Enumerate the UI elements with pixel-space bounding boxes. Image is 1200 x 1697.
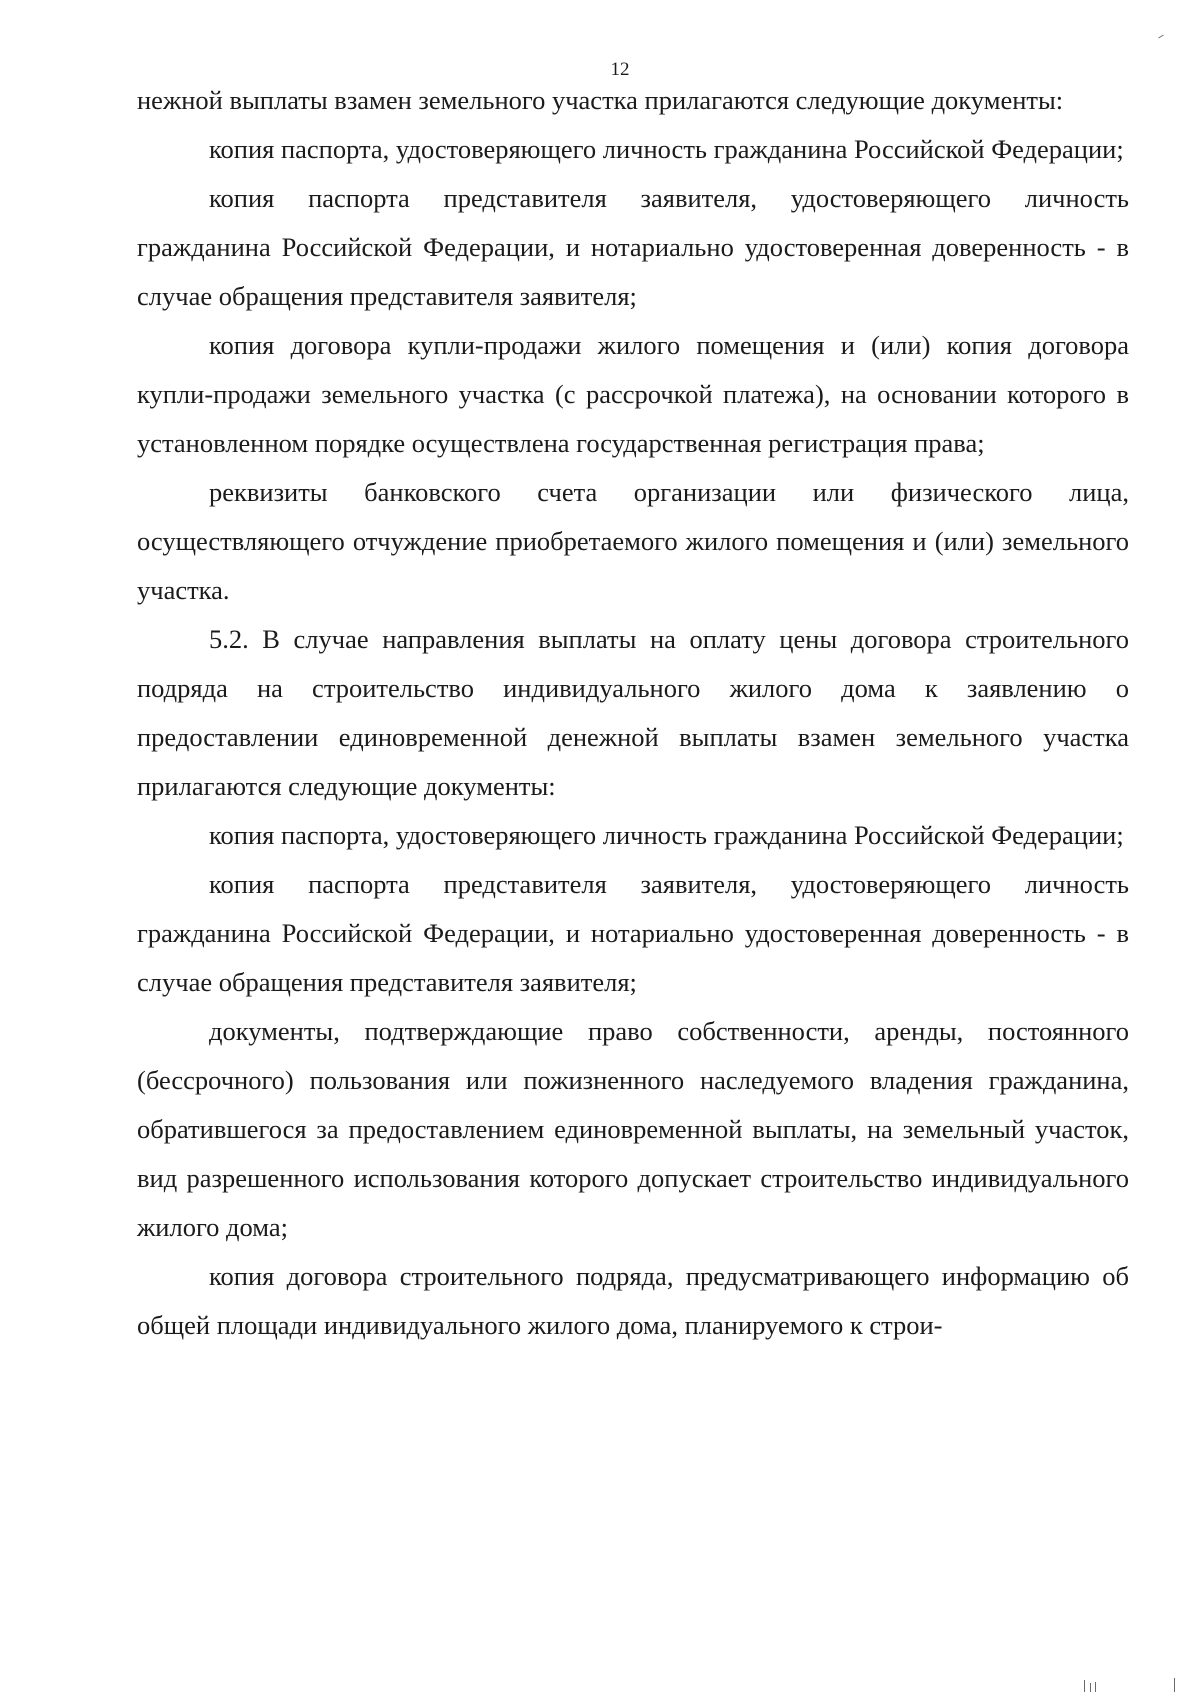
scan-artifact xyxy=(1174,1678,1175,1692)
paragraph-passport-copy: копия паспорта, удостоверяющего личность гражданина Российской Федерации; xyxy=(209,134,1124,164)
scan-artifact xyxy=(1158,35,1164,39)
paragraph-construction-contract: копия договора строительного подряда, предусматривающего информацию об общей площади индивидуального жилого дома, планируемого к строи- xyxy=(137,1261,1129,1340)
scan-artifact xyxy=(1095,1682,1096,1692)
scan-artifact xyxy=(1090,1683,1091,1692)
paragraph-representative-passport-2: копия паспорта представителя заявителя, удостоверяющего личность гражданина Российской Федерации, и нотариально удостоверенная доверенность - в случае обращения представителя заявителя; xyxy=(137,869,1129,997)
page-number: 12 xyxy=(610,59,630,80)
paragraph-representative-passport: копия паспорта представителя заявителя, удостоверяющего личность гражданина Российской Федерации, и нотариально удостоверенная доверенность - в случае обращения представителя заявителя; xyxy=(137,183,1129,311)
paragraph-sale-contract: копия договора купли-продажи жилого помещения и (или) копия договора купли-продажи земельного участка (с рассрочкой платежа), на основании которого в установленном порядке осуществлена государственная регистрация права; xyxy=(137,330,1129,458)
paragraph-bank-details: реквизиты банковского счета организации или физического лица, осуществляющего отчуждение приобретаемого жилого помещения и (или) земельного участка. xyxy=(137,477,1129,605)
paragraph-continuation: нежной выплаты взамен земельного участка прилагаются следующие документы: xyxy=(137,85,1064,115)
scan-artifact xyxy=(1084,1680,1085,1692)
paragraph-section-5-2: 5.2. В случае направления выплаты на оплату цены договора строительного подряда на строительство индивидуального жилого дома к заявлению о предоставлении единовременной денежной выплаты взамен земельного участка прилагаются следующие документы: xyxy=(137,624,1129,801)
document-body xyxy=(137,76,1129,1350)
paragraph-passport-copy-2: копия паспорта, удостоверяющего личность гражданина Российской Федерации; xyxy=(209,820,1124,850)
paragraph-land-rights-documents: документы, подтверждающие право собственности, аренды, постоянного (бессрочного) пользования или пожизненного наследуемого владения гражданина, обратившегося за предоставлением единовременной выплаты, на земельный участок, вид разрешенного использования которого допускает строительство индивидуального жилого дома; xyxy=(137,1016,1129,1242)
